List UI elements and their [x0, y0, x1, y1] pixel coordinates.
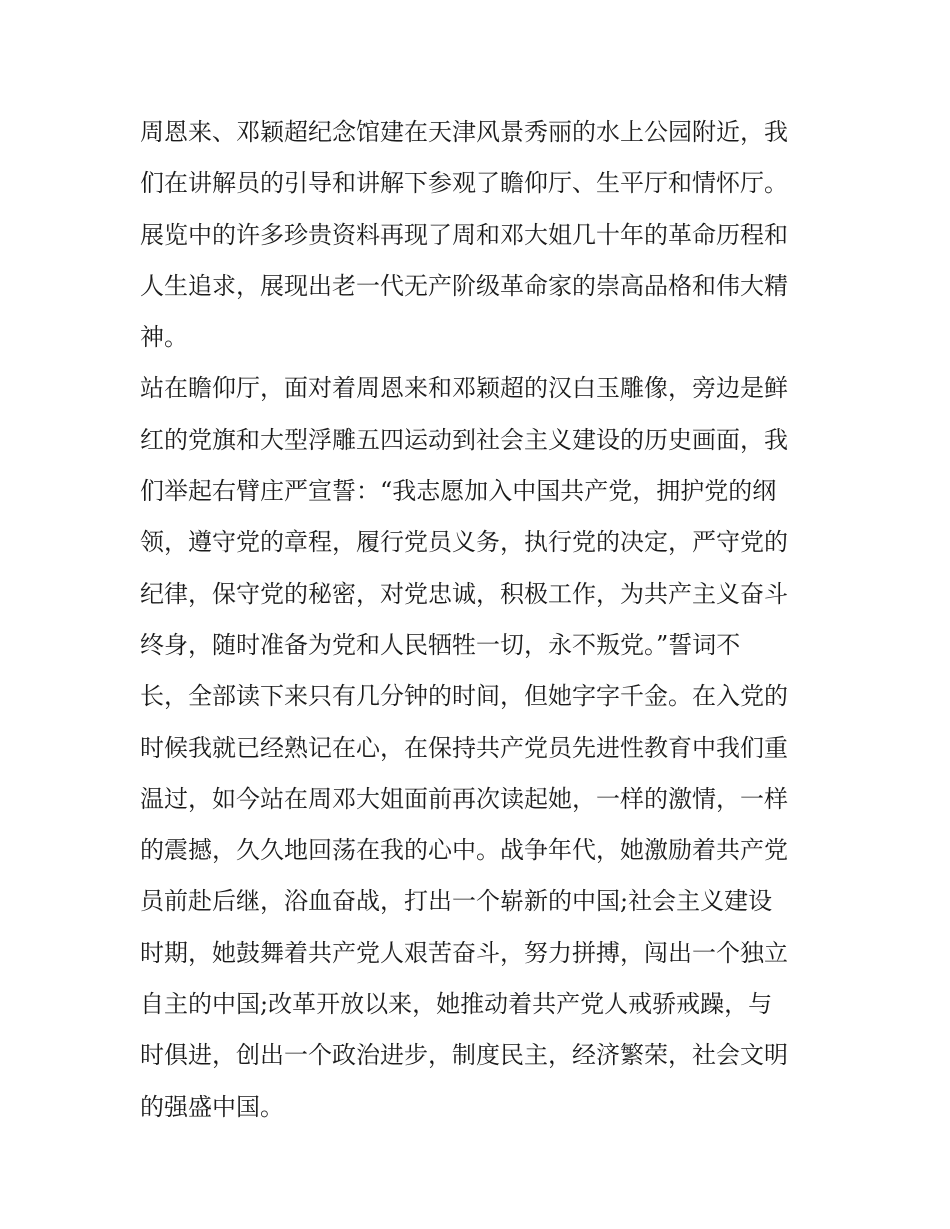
text-line: 终身，随时准备为党和人民牺牲一切，永不叛党。”誓词不: [140, 630, 741, 659]
text-line: 的震撼，久久地回荡在我的心中。战争年代，她激励着共产党: [140, 836, 788, 865]
text-line: 温过，如今站在周邓大姐面前再次读起她，一样的激情，一样: [140, 784, 788, 813]
text-line: 领，遵守党的章程，履行党员义务，执行党的决定，严守党的: [140, 528, 788, 557]
text-line: 们在讲解员的引导和讲解下参观了瞻仰厅、生平厅和情怀厅。: [140, 169, 788, 198]
text-line: 时候我就已经熟记在心，在保持共产党员先进性教育中我们重: [140, 733, 788, 762]
text-line: 红的党旗和大型浮雕五四运动到社会主义建设的历史画面，我: [140, 425, 788, 454]
text-line: 神。: [140, 323, 188, 352]
text-line: 长，全部读下来只有几分钟的时间，但她字字千金。在入党的: [140, 682, 788, 711]
text-line: 人生追求，展现出老一代无产阶级革命家的崇高品格和伟大精: [140, 271, 788, 300]
text-line: 周恩来、邓颖超纪念馆建在天津风景秀丽的水上公园附近，我: [140, 118, 788, 146]
text-line: 站在瞻仰厅，面对着周恩来和邓颖超的汉白玉雕像，旁边是鲜: [140, 374, 788, 403]
text-line: 时俱进，创出一个政治进步，制度民主，经济繁荣，社会文明: [140, 1041, 788, 1070]
text-line: 自主的中国;改革开放以来，她推动着共产党人戒骄戒躁，与: [140, 990, 773, 1019]
text-line: 员前赴后继，浴血奋战，打出一个崭新的中国;社会主义建设: [140, 887, 773, 916]
text-line: 时期，她鼓舞着共产党人艰苦奋斗，努力拼搏，闯出一个独立: [140, 938, 788, 967]
text-line: 们举起右臂庄严宣誓：“我志愿加入中国共产党，拥护党的纲: [140, 477, 777, 506]
body-text: [140, 107, 820, 1133]
text-line: 展览中的许多珍贵资料再现了周和邓大姐几十年的革命历程和: [140, 220, 788, 249]
text-line: 纪律，保守党的秘密，对党忠诚，积极工作，为共产主义奋斗: [140, 579, 788, 608]
text-line: 的强盛中国。: [140, 1092, 284, 1121]
